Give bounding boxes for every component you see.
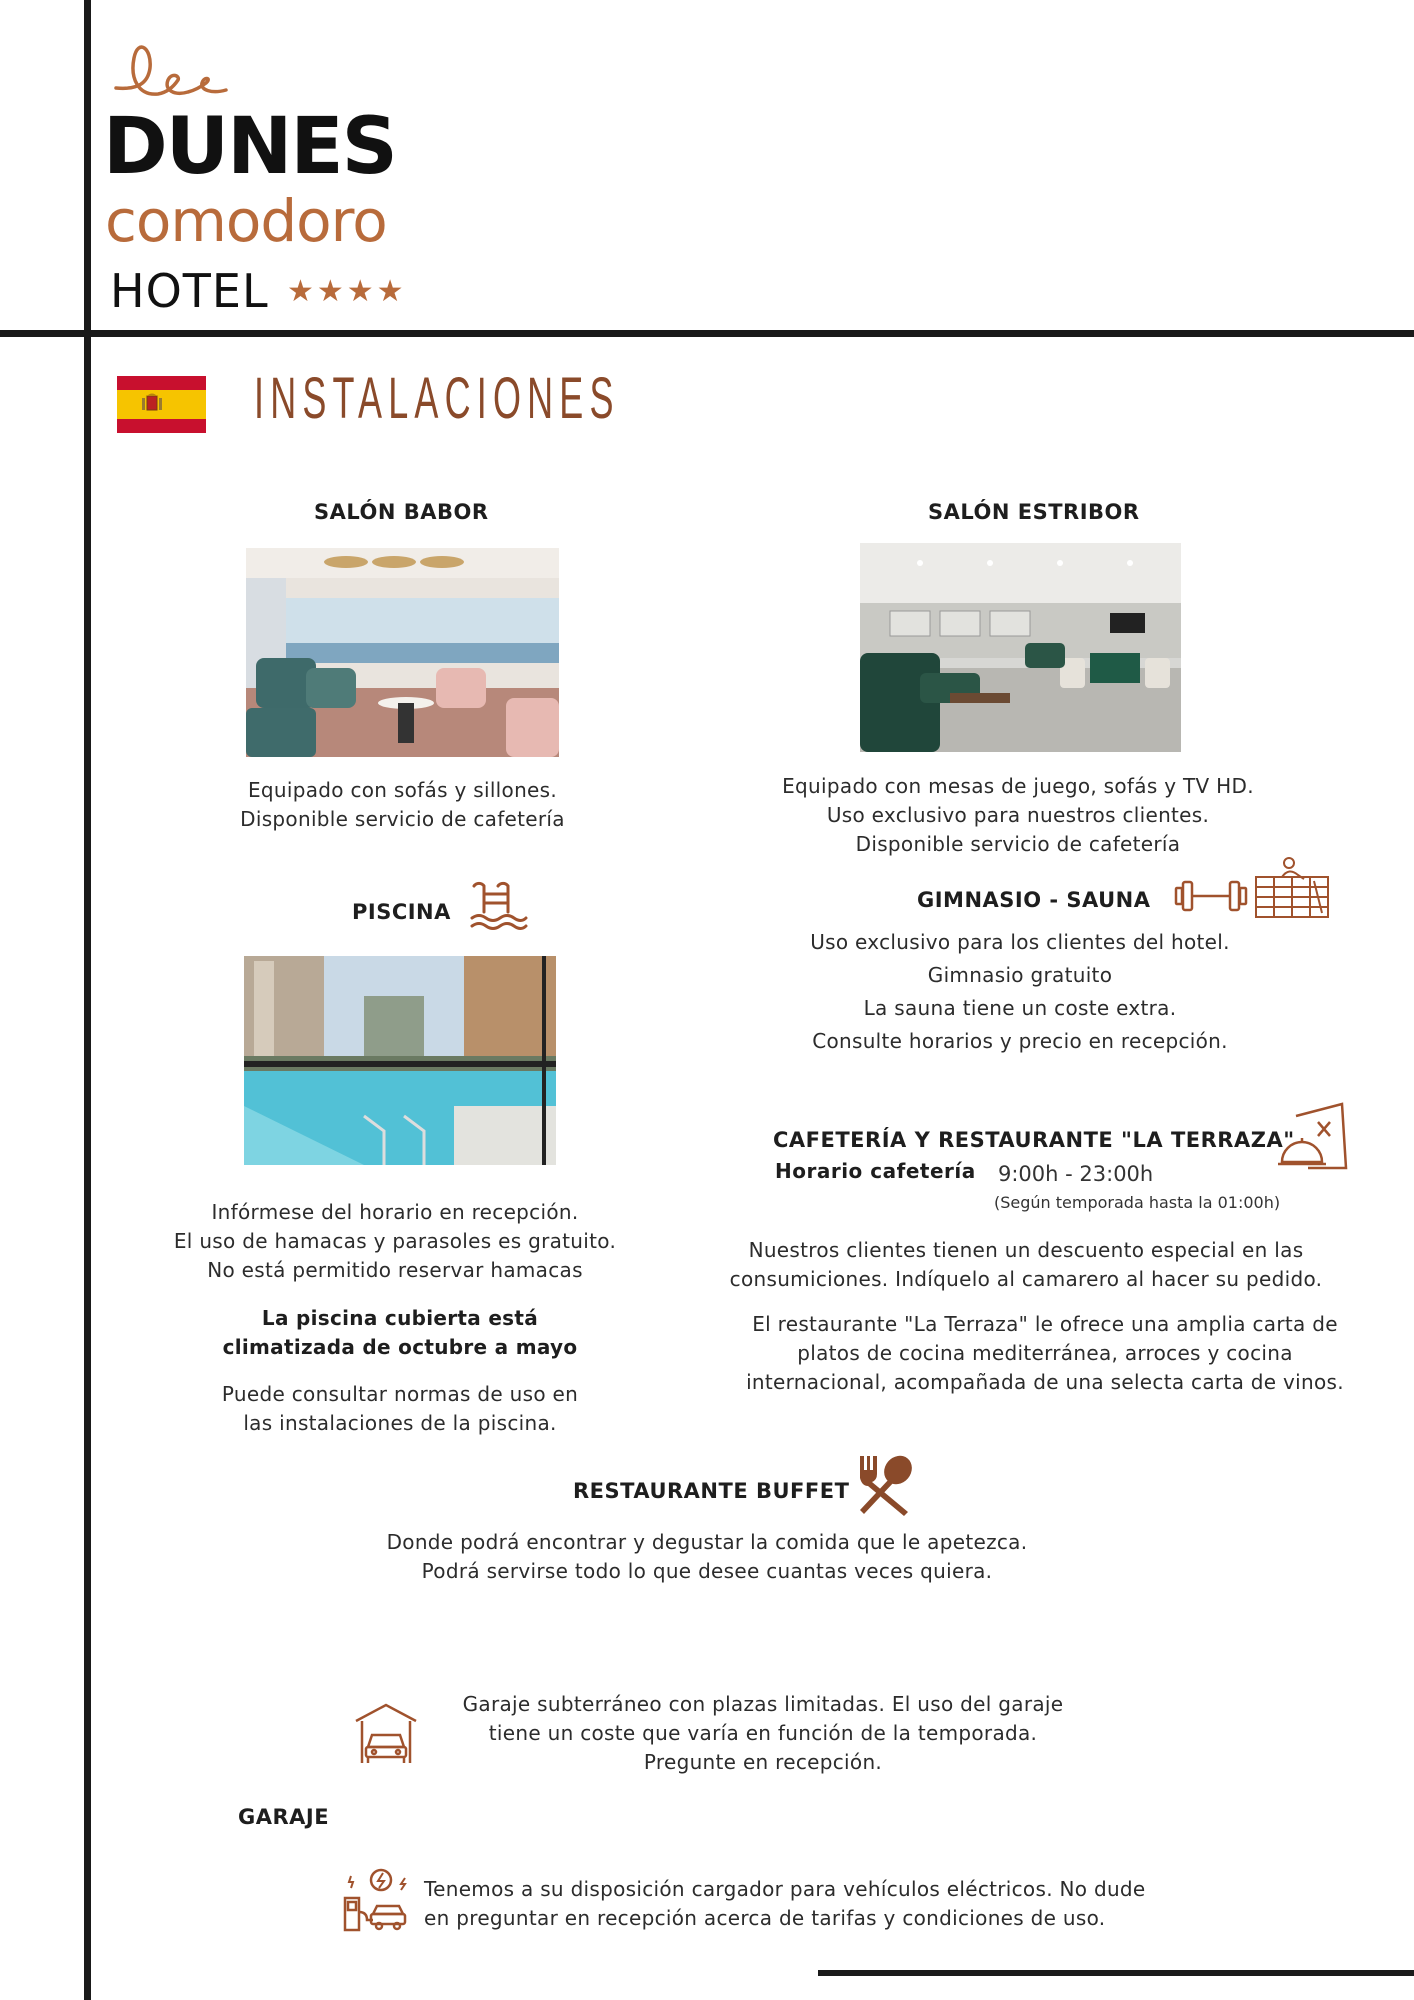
buffet-title: RESTAURANTE BUFFET [573,1479,850,1503]
salon-babor-description: Equipado con sofás y sillones. Disponible servicio de cafetería [240,778,565,831]
cafeteria-hours-label: Horario cafetería [775,1159,976,1183]
garaje-title: GARAJE [238,1805,330,1829]
piscina-title: PISCINA [352,900,451,924]
garage-car-icon [354,1703,418,1765]
garaje-description: Garaje subterráneo con plazas limitadas. El uso del garaje tiene un coste que varía en función de la temporada. Pregunte en recepción. [462,1692,1064,1774]
ev-charger-description: Tenemos a su disposición cargador para vehículos eléctricos. No dude en preguntar en recepción acerca de tarifas y condiciones de uso. [424,1877,1146,1930]
buffet-description: Donde podrá encontrar y degustar la comida que le apetezca. Podrá servirse todo lo que desee cuantas veces quiera. [386,1530,1028,1583]
gimnasio-description: Uso exclusivo para los clientes del hotel. Gimnasio gratuito La sauna tiene un coste extra. Consulte horarios y precio en recepción. [810,930,1230,1053]
salon-babor-photo [246,548,559,757]
salon-estribor-title: SALÓN ESTRIBOR [928,500,1140,524]
logo-script-les [108,28,238,113]
left-border-line [84,0,91,2000]
fork-spoon-icon [854,1454,916,1516]
menu-cloche-icon [1278,1102,1350,1174]
footer-rule [818,1970,1414,1976]
pool-ladder-icon [470,876,528,932]
section-title: INSTALACIONES [254,366,620,431]
header-divider-line [0,330,1414,337]
cafeteria-hours-note: (Según temporada hasta la 01:00h) [994,1193,1281,1212]
cafeteria-restaurant-description: El restaurante "La Terraza" le ofrece una amplia carta de platos de cocina mediterránea, arroces y cocina internacional, acompañada de una selecta carta de vinos. [746,1312,1344,1394]
piscina-covered-note: La piscina cubierta está climatizada de octubre a mayo [222,1306,578,1359]
salon-babor-title: SALÓN BABOR [314,500,489,524]
gimnasio-title: GIMNASIO - SAUNA [917,888,1151,912]
logo-hotel: HOTEL [110,264,269,318]
salon-estribor-description: Equipado con mesas de juego, sofás y TV HD. Uso exclusivo para nuestros clientes. Disponible servicio de cafetería [782,774,1254,856]
piscina-rules-note: Puede consultar normas de uso en las instalaciones de la piscina. [221,1382,579,1435]
piscina-description: Infórmese del horario en recepción. El uso de hamacas y parasoles es gratuito. No está permitido reservar hamacas [173,1200,617,1282]
cafeteria-discount: Nuestros clientes tienen un descuento especial en las consumiciones. Indíquelo al camarero al hacer su pedido. [729,1238,1323,1291]
salon-estribor-photo [860,543,1181,752]
spain-flag-icon [117,376,206,433]
cafeteria-hours-value: 9:00h - 23:00h [998,1162,1154,1186]
logo-stars: ★★★★ [287,274,407,309]
logo-dunes: DUNES [103,102,396,192]
ev-charger-icon [343,1868,419,1932]
dumbbell-icon [1174,878,1248,914]
piscina-photo [244,956,556,1165]
cafeteria-title: CAFETERÍA Y RESTAURANTE "LA TERRAZA" [773,1128,1295,1152]
logo-comodoro: comodoro [105,187,387,255]
sauna-icon [1254,855,1330,919]
